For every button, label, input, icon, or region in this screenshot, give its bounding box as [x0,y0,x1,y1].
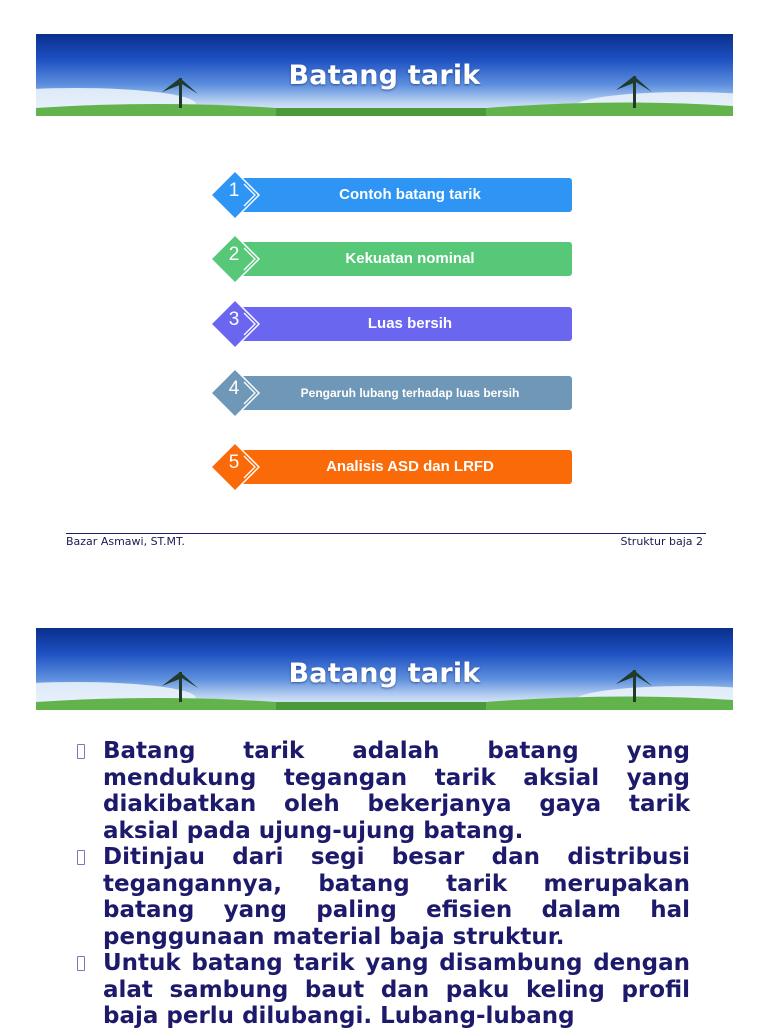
item-number: 1 [228,180,240,201]
slide2-title-banner [36,628,733,710]
item-label: Kekuatan nominal [345,250,475,267]
item-number: 3 [228,309,240,330]
list-item [72,844,690,950]
slide1-title: Batang tarik [288,60,481,91]
slide2-title: Batang tarik [288,658,481,689]
list-item [210,234,572,284]
bullet-icon [77,850,85,865]
item-number: 2 [228,244,240,265]
item-label: Pengaruh lubang terhadap luas bersih [300,386,520,400]
bullet-icon [77,956,85,971]
list-item [210,368,572,418]
list-item [72,738,690,844]
footer-course: Struktur baja 2 [620,535,703,548]
item-number: 5 [228,452,240,473]
list-item [72,950,690,1030]
bullet-text: Ditinjau dari segi besar dan distribusi tegangannya, batang tarik merupakan batang yang paling efisien dalam hal penggunaan material baja struktur. [103,844,690,950]
slide1-title-banner [36,34,733,116]
item-label: Luas bersih [367,315,453,332]
bullet-list [72,738,690,1030]
bullet-text: Untuk batang tarik yang disambung dengan alat sambung baut dan paku keling profil baja perlu dilubangi. Lubang-lubang [103,950,690,1029]
list-item [210,170,572,220]
item-number: 4 [228,378,240,399]
list-item [210,299,572,349]
bullet-icon [77,744,85,759]
item-label: Analisis ASD dan LRFD [326,458,494,475]
footer-author: Bazar Asmawi, ST.MT. [66,535,185,548]
bullet-text: Batang tarik adalah batang yang mendukung tegangan tarik aksial yang diakibatkan oleh bekerjanya gaya tarik aksial pada ujung-ujung batang. [103,738,690,844]
item-label: Contoh batang tarik [339,186,481,203]
footer-divider [66,533,706,534]
list-item [210,442,572,492]
